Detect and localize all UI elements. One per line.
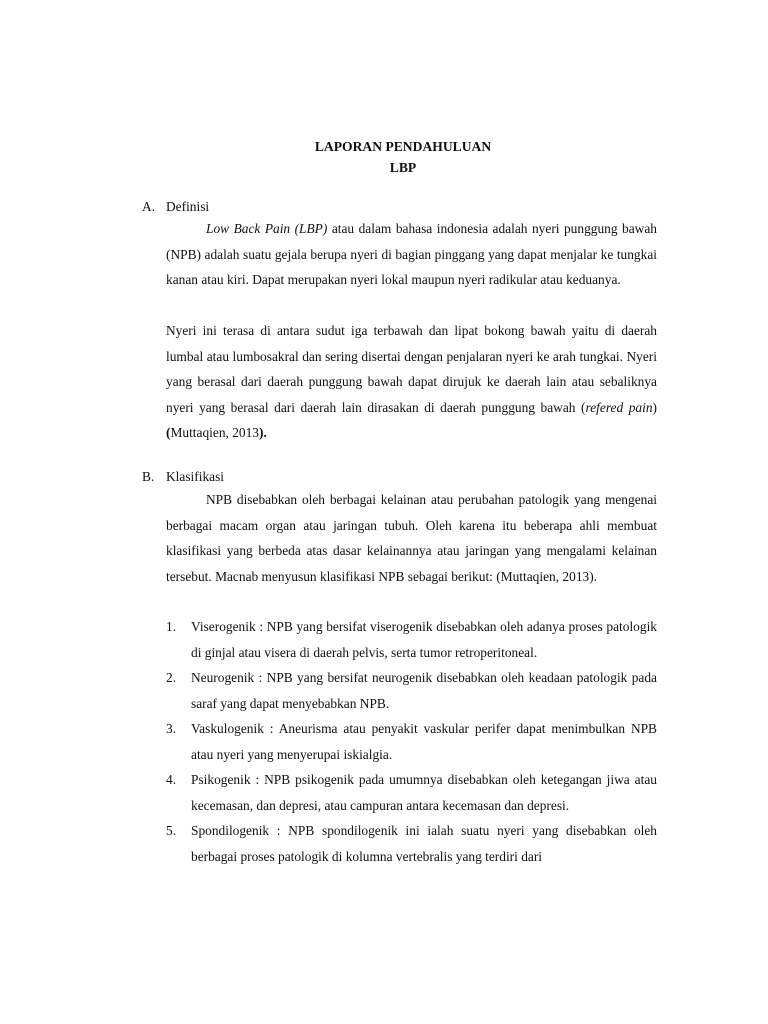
list-item	[166, 818, 657, 869]
list-number: 3.	[166, 721, 177, 736]
list-number: 4.	[166, 772, 177, 787]
list-item	[166, 614, 657, 665]
section-a-paragraph-1	[166, 216, 657, 293]
citation-text: Muttaqien, 2013	[170, 425, 259, 440]
section-b-title: Klasifikasi	[166, 469, 225, 484]
citation-close: ).	[259, 425, 267, 440]
list-item-text: Psikogenik : NPB psikogenik pada umumnya disebabkan oleh ketegangan jiwa atau kecemasan, dan depresi, atau campuran antara kecemasan dan depresi.	[191, 772, 657, 813]
section-b-letter: B.	[142, 469, 155, 484]
list-item-text: Neurogenik : NPB yang bersifat neurogenik disebabkan oleh keadaan patologik pada saraf yang dapat menyebabkan NPB.	[191, 670, 657, 711]
list-item	[166, 716, 657, 767]
document-subtitle: LBP	[389, 160, 417, 175]
section-b-heading	[142, 468, 224, 486]
section-a-paragraph-1-text: atau dalam bahasa indonesia adalah nyeri punggung bawah (NPB) adalah suatu gejala berupa nyeri di bagian pinggang yang dapat menjalar ke tungkai kanan atau kiri. Dapat merupakan nyeri lokal maupun nyeri radikular atau keduanya.	[166, 221, 657, 287]
lbp-term: Low Back Pain (LBP)	[206, 221, 328, 236]
list-number: 5.	[166, 823, 177, 838]
section-a-heading	[142, 198, 209, 216]
section-b-intro: NPB disebabkan oleh berbagai kelainan atau perubahan patologik yang mengenai berbagai macam organ atau jaringan tubuh. Oleh karena itu beberapa ahli membuat klasifikasi yang berbeda atas dasar kelainannya atau jaringan yang mengalami kelainan tersebut. Macnab menyusun klasifikasi NPB sebagai berikut: (Muttaqien, 2013).	[166, 492, 657, 584]
section-a-paragraph-2	[166, 318, 657, 446]
section-a-title: Definisi	[166, 199, 210, 214]
citation-open: (	[166, 425, 171, 440]
list-number: 1.	[166, 619, 177, 634]
list-item	[166, 767, 657, 818]
refered-pain-term: refered pain	[585, 399, 653, 415]
list-number: 2.	[166, 670, 177, 685]
section-a-paragraph-2-text: Nyeri ini terasa di antara sudut iga terbawah dan lipat bokong bawah yaitu di daerah lumbal atau lumbosakral dan sering disertai dengan penjalaran nyeri ke arah tungkai. Nyeri yang berasal dari daerah punggung bawah dapat dirujuk ke daerah lain atau sebaliknya nyeri yang berasal dari daerah lain dirasakan di daerah punggung bawah (	[166, 323, 657, 415]
list-item-text: Vaskulogenik : Aneurisma atau penyakit vaskular perifer dapat menimbulkan NPB atau nyeri yang menyerupai iskialgia.	[191, 721, 657, 762]
list-item	[166, 665, 657, 716]
section-a-paragraph-2-after: )	[652, 399, 658, 415]
classification-list	[166, 614, 657, 869]
document-title: LAPORAN PENDAHULUAN	[314, 139, 492, 154]
list-item-text: Viserogenik : NPB yang bersifat viserogenik disebabkan oleh adanya proses patologik di ginjal atau visera di daerah pelvis, serta tumor retroperitoneal.	[191, 619, 657, 660]
section-a-letter: A.	[142, 199, 156, 214]
list-item-text: Spondilogenik : NPB spondilogenik ini ialah suatu nyeri yang disebabkan oleh berbagai proses patologik di kolumna vertebralis yang terdiri dari	[191, 823, 657, 864]
